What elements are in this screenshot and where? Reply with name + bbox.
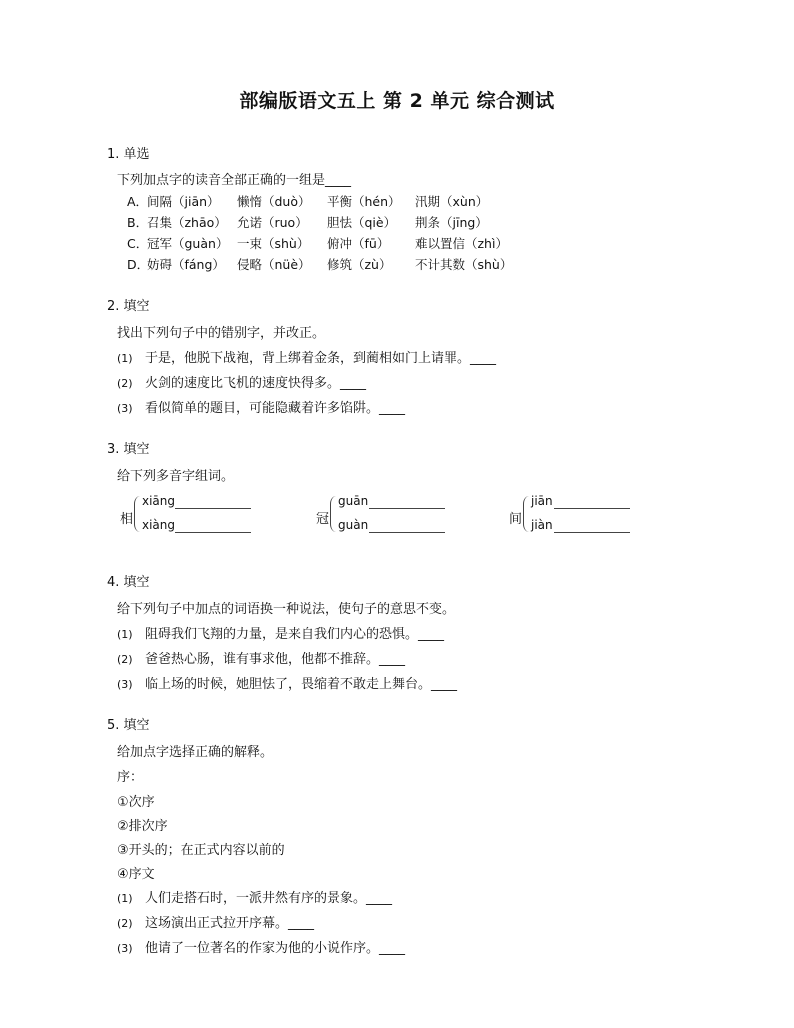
pinyin: jiàn	[531, 518, 553, 532]
option-item: 修筑（zù）	[327, 257, 392, 272]
question-4-item-1[interactable]	[117, 623, 444, 642]
question-4-heading: 4. 填空	[107, 575, 150, 590]
item-number: (3)	[117, 678, 133, 691]
item-number: (2)	[117, 917, 133, 930]
option-item: 汛期（xùn）	[415, 194, 489, 209]
item-text: 他请了一位著名的作家为他的小说作序。____	[145, 941, 406, 956]
option-item: 侵略（nüè）	[237, 257, 311, 272]
question-2-item-3[interactable]	[117, 397, 405, 416]
item-number: (3)	[117, 942, 133, 955]
item-number: (2)	[117, 653, 133, 666]
question-5-item-2[interactable]	[117, 912, 314, 931]
option-item: 不计其数（shù）	[415, 257, 513, 272]
question-2-item-1[interactable]	[117, 347, 496, 366]
option-d[interactable]	[127, 255, 513, 273]
option-item: 懒惰（duò）	[237, 194, 311, 209]
option-item: 胆怯（qiè）	[327, 215, 397, 230]
option-item: 妨碍（fáng）	[147, 257, 225, 272]
question-3-stem: 给下列多音字组词。	[117, 469, 235, 484]
page-title: 部编版语文五上 第 2 单元 综合测试	[239, 90, 555, 112]
question-5-stem: 给加点字选择正确的解释。	[117, 745, 274, 760]
pinyin: xiàng	[142, 518, 176, 532]
item-number: (2)	[117, 377, 133, 390]
item-text: 临上场的时候，她胆怯了，畏缩着不敢走上舞台。____	[145, 677, 458, 692]
answer-blank[interactable]	[554, 508, 630, 509]
item-number: (1)	[117, 892, 133, 905]
option-label: B．	[127, 215, 149, 230]
option-item: 荆条（jīng）	[415, 215, 488, 230]
question-2-stem: 找出下列句子中的错别字，并改正。	[117, 326, 326, 341]
option-item: 难以置信（zhì）	[415, 236, 508, 251]
option-item: 一束（shù）	[237, 236, 310, 251]
question-4-stem: 给下列句子中加点的词语换一种说法，使句子的意思不变。	[117, 602, 456, 617]
option-item: 冠军（guàn）	[147, 236, 229, 251]
brace-icon	[134, 496, 141, 532]
answer-blank[interactable]	[554, 532, 630, 533]
option-item: 平衡（hén）	[327, 194, 401, 209]
option-a[interactable]	[127, 192, 489, 210]
item-text: 爸爸热心肠，谁有事求他，他都不推辞。____	[145, 652, 406, 667]
option-item: 召集（zhāo）	[147, 215, 227, 230]
pinyin: guān	[338, 494, 369, 508]
item-text: 人们走搭石时，一派井然有序的景象。____	[145, 891, 393, 906]
polyphone-char: 相	[120, 512, 134, 527]
question-1-heading: 1. 单选	[107, 147, 150, 162]
item-text: 这场演出正式拉开序幕。____	[145, 916, 315, 931]
question-5-item-3[interactable]	[117, 937, 405, 956]
option-label: C．	[127, 236, 149, 251]
question-2-item-2[interactable]	[117, 372, 366, 391]
question-5-item-1[interactable]	[117, 887, 392, 906]
question-4-item-3[interactable]	[117, 673, 457, 692]
answer-blank[interactable]	[369, 532, 445, 533]
question-2-heading: 2. 填空	[107, 299, 150, 314]
brace-icon	[330, 496, 337, 532]
option-label: D．	[127, 257, 150, 272]
brace-icon	[523, 496, 530, 532]
option-item: 间隔（jiān）	[147, 194, 220, 209]
option-item: 俯冲（fū）	[327, 236, 390, 251]
option-item: 允诺（ruo）	[237, 215, 308, 230]
item-text: 于是，他脱下战袍，背上绑着金条，到蔺相如门上请罪。____	[145, 351, 497, 366]
item-number: (3)	[117, 402, 133, 415]
option-c[interactable]	[127, 234, 508, 252]
polyphone-char: 冠	[316, 512, 330, 527]
answer-blank[interactable]	[175, 532, 251, 533]
answer-blank[interactable]	[175, 508, 251, 509]
question-3-heading: 3. 填空	[107, 442, 150, 457]
polyphone-char: 间	[509, 512, 523, 527]
option-label: A．	[127, 194, 149, 209]
question-1-stem: 下列加点字的读音全部正确的一组是____	[117, 173, 352, 188]
answer-blank[interactable]	[369, 508, 445, 509]
item-number: (1)	[117, 352, 133, 365]
target-character: 序：	[117, 770, 144, 785]
option-b[interactable]	[127, 213, 488, 231]
item-text: 火剑的速度比飞机的速度快得多。____	[145, 376, 367, 391]
item-number: (1)	[117, 628, 133, 641]
meaning-option-4[interactable]: ④序文	[117, 867, 155, 882]
item-text: 阻碍我们飞翔的力量，是来自我们内心的恐惧。____	[145, 627, 445, 642]
meaning-option-1[interactable]: ①次序	[117, 795, 155, 810]
question-4-item-2[interactable]	[117, 648, 405, 667]
item-text: 看似简单的题目，可能隐藏着许多馅阱。____	[145, 401, 406, 416]
pinyin: guàn	[338, 518, 369, 532]
meaning-option-3[interactable]: ③开头的；在正式内容以前的	[117, 843, 285, 858]
pinyin: xiāng	[142, 494, 176, 508]
pinyin: jiān	[531, 494, 553, 508]
question-5-heading: 5. 填空	[107, 718, 150, 733]
meaning-option-2[interactable]: ②排次序	[117, 819, 168, 834]
